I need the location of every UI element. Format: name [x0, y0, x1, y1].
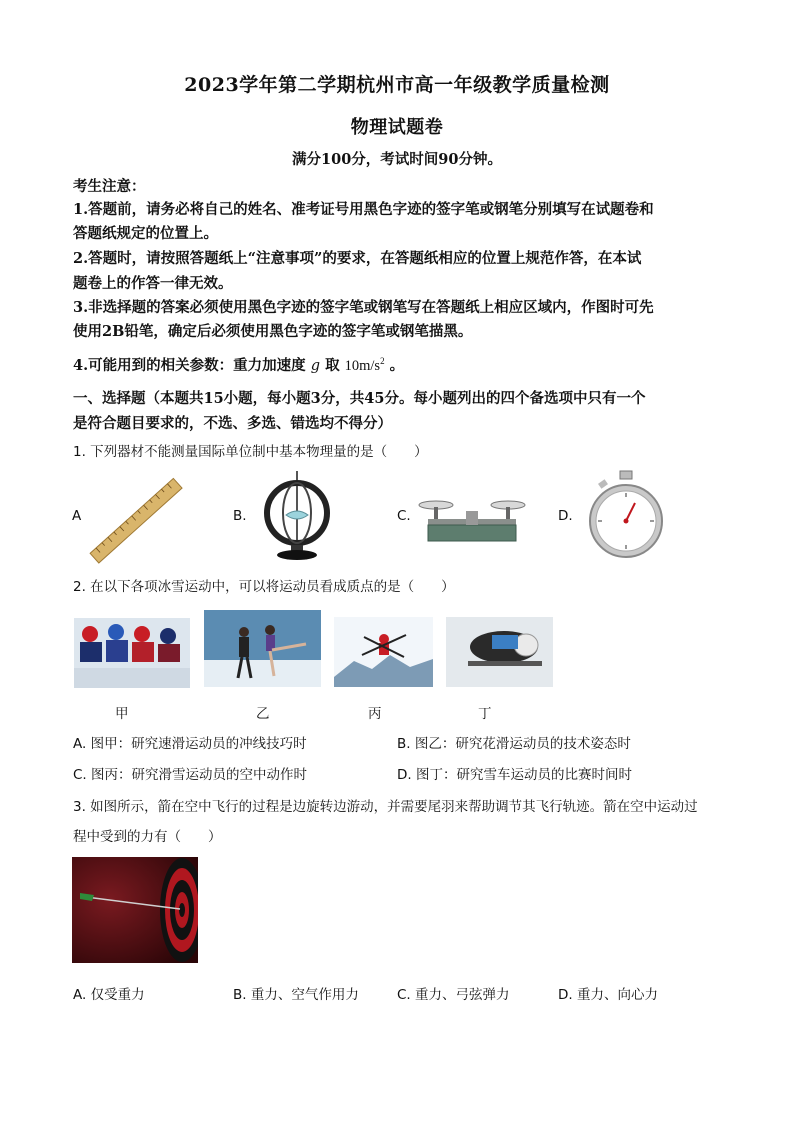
notice-line-4-take: 取 [325, 357, 340, 374]
q3-option-a: A. 仅受重力 [73, 987, 145, 1003]
gravity-symbol: g [310, 358, 320, 374]
page-title: 2023学年第二学期杭州市高一年级教学质量检测 [184, 74, 610, 96]
q2-option-c: C. 图丙：研究滑雪运动员的空中动作时 [73, 767, 308, 783]
figure-skating-image [204, 610, 321, 687]
q2-option-d: D. 图丁：研究雪车运动员的比赛时间时 [397, 767, 632, 783]
notice-heading: 考生注意： [73, 178, 146, 195]
stopwatch-image [587, 469, 665, 561]
q3-option-b: B. 重力、空气作用力 [233, 987, 359, 1003]
question-2-stem: 2. 在以下各项冰雪运动中，可以将运动员看成质点的是（ ） [73, 579, 455, 595]
q2-option-a: A. 图甲：研究速滑运动员的冲线技巧时 [73, 736, 307, 752]
speed-skating-image [74, 618, 190, 688]
notice-line-1a: 1.答题前，请务必将自己的姓名、准考证号用黑色字迹的签字笔或钢笔分别填写在试题卷和 [73, 201, 654, 218]
caption-jia: 甲 [115, 706, 129, 722]
notice-line-3b: 使用2B铅笔，确定后必须使用黑色字迹的签字笔或钢笔描黑。 [73, 323, 473, 340]
section-heading-line-1: 一、选择题（本题共15小题，每小题3分，共45分。每小题列出的四个备选项中只有一个 [73, 390, 646, 407]
notice-line-4-text: 4.可能用到的相关参数：重力加速度 [73, 357, 306, 374]
ruler-image [88, 476, 183, 566]
notice-line-2a: 2.答题时，请按照答题纸上“注意事项”的要求，在答题纸相应的位置上规范作答，在本试 [73, 250, 642, 267]
question-1-stem: 1. 下列器材不能测量国际单位制中基本物理量的是（ ） [73, 444, 428, 460]
q1-option-b-label: B. [233, 508, 247, 524]
caption-ding: 丁 [478, 706, 492, 722]
arrow-target-image [72, 857, 198, 963]
ski-jump-image [334, 617, 433, 687]
page-subtitle: 物理试题卷 [350, 117, 444, 138]
balance-image [418, 493, 526, 547]
caption-bing: 丙 [368, 706, 382, 722]
question-3-stem-line-1: 3. 如图所示，箭在空中飞行的过程是边旋转边游动，并需要尾羽来帮助调节其飞行轨迹。箭在空中运动过 [73, 799, 698, 815]
q3-option-c: C. 重力、弓弦弹力 [397, 987, 510, 1003]
q2-option-b: B. 图乙：研究花滑运动员的技术姿态时 [397, 736, 631, 752]
q1-option-c-label: C. [397, 508, 411, 524]
score-line: 满分100分，考试时间90分钟。 [292, 151, 502, 168]
skeleton-sled-image [446, 617, 553, 687]
q1-option-a-label: A [72, 508, 82, 524]
question-3-stem-line-2: 程中受到的力有（ ） [73, 829, 222, 845]
gravity-value: $10m/s^2$ [344, 356, 385, 374]
spring-scale-image [258, 469, 336, 561]
notice-line-4 [73, 354, 404, 375]
notice-line-3a: 3.非选择题的答案必须使用黑色字迹的签字笔或钢笔写在答题纸上相应区域内，作图时可先 [73, 299, 654, 316]
notice-line-4-end: 。 [389, 357, 405, 374]
q3-option-d: D. 重力、向心力 [558, 987, 658, 1003]
notice-line-1b: 答题纸规定的位置上。 [73, 225, 218, 242]
notice-line-2b: 题卷上的作答一律无效。 [73, 275, 233, 292]
q1-option-d-label: D. [558, 508, 573, 524]
section-heading-line-2: 是符合题目要求的，不选、多选、错选均不得分） [73, 415, 392, 432]
caption-yi: 乙 [256, 706, 270, 722]
